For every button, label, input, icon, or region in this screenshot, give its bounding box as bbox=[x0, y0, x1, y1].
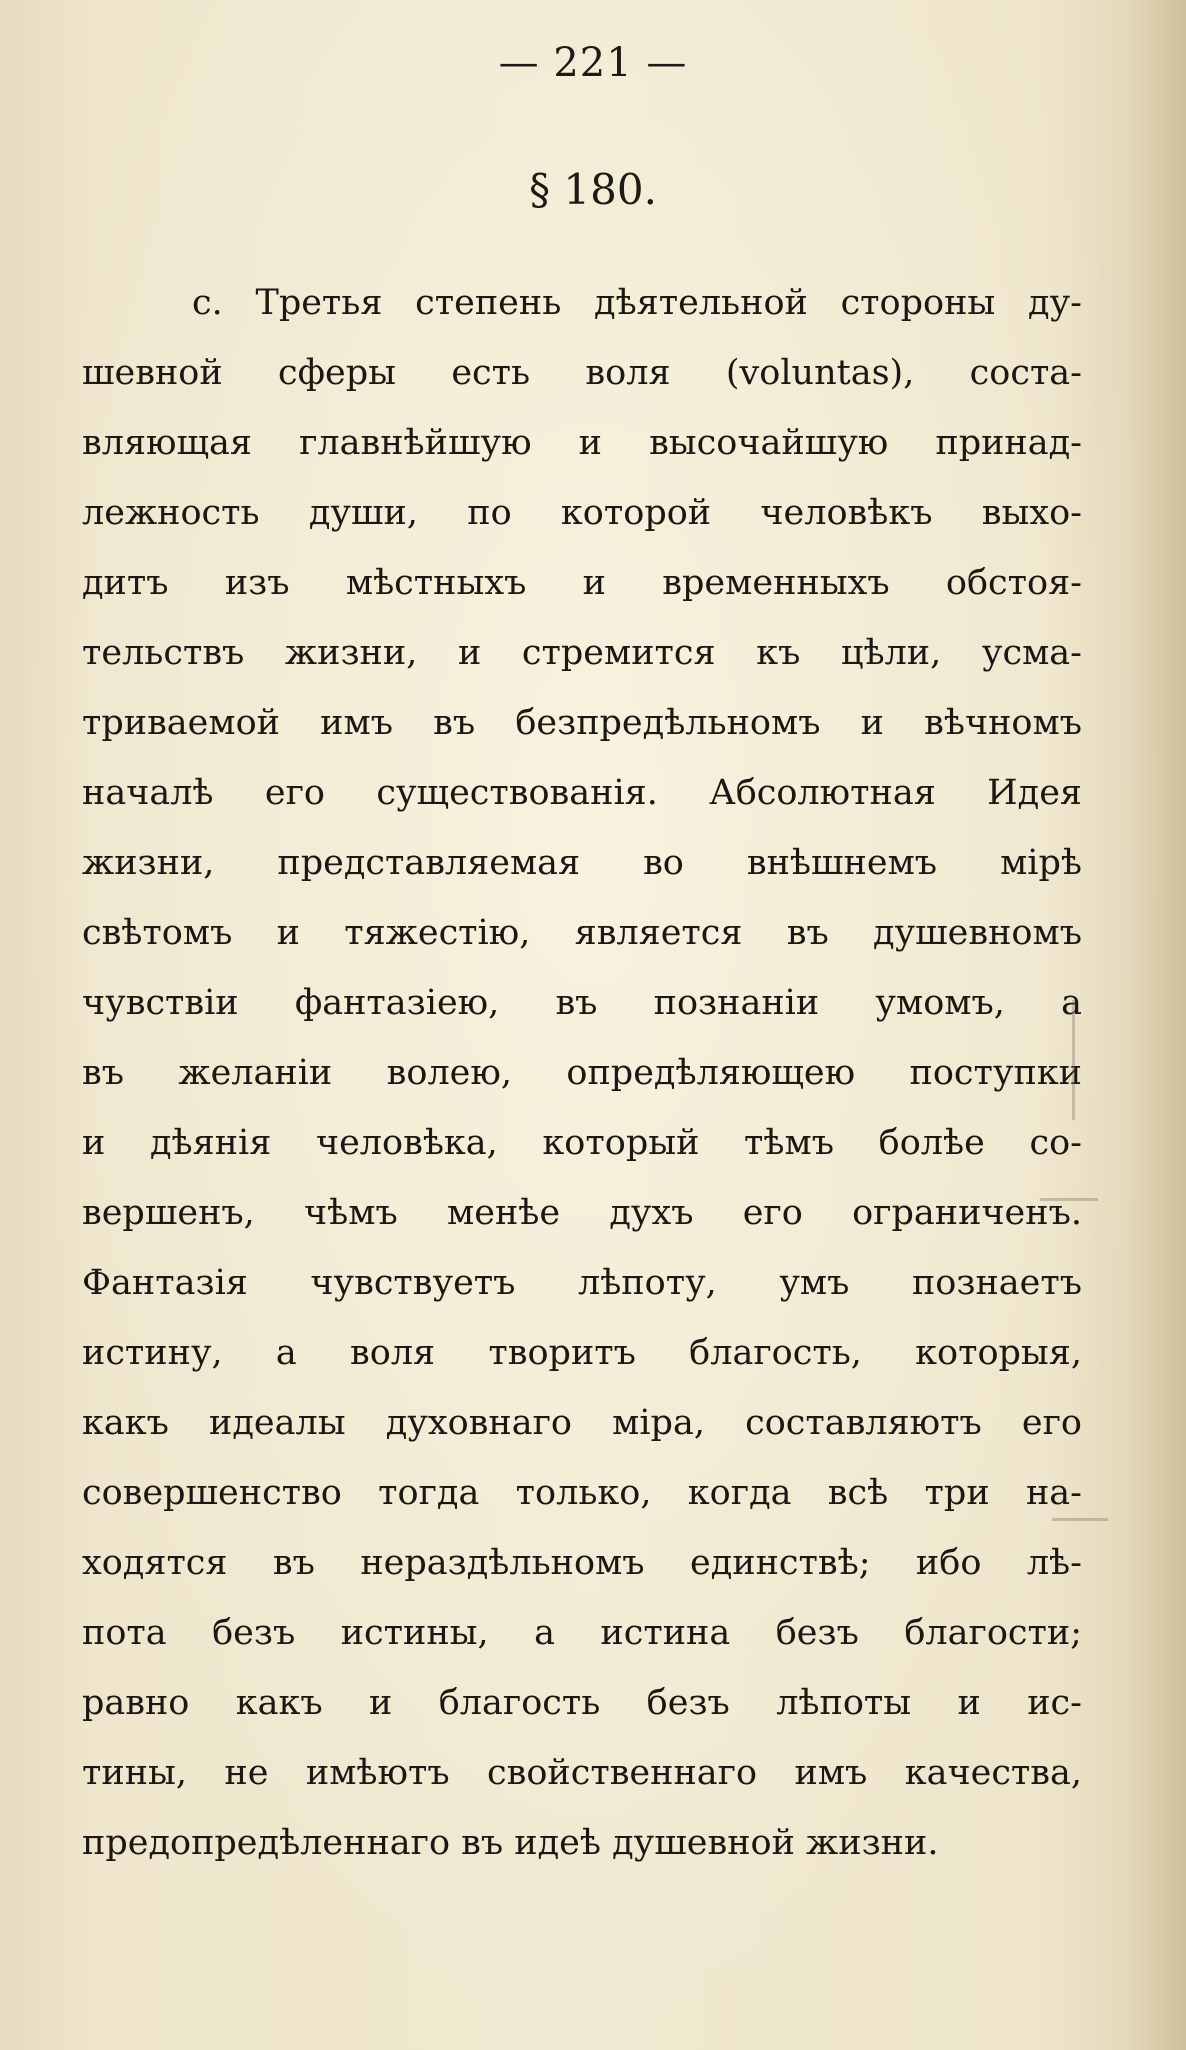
text-line: пота безъ истины, а истина безъ благости; bbox=[82, 1613, 1082, 1653]
text-line: лежность души, по которой человѣкъ выхо- bbox=[82, 493, 1082, 533]
text-line: c. Третья степень дѣятельной стороны ду- bbox=[192, 283, 1082, 323]
text-line: жизни, представляемая во внѣшнемъ мірѣ bbox=[82, 843, 1082, 883]
text-line: тельствъ жизни, и стремится къ цѣли, усма- bbox=[82, 633, 1082, 673]
text-line: дитъ изъ мѣстныхъ и временныхъ обстоя- bbox=[82, 563, 1082, 603]
text-line: свѣтомъ и тяжестію, является въ душевномъ bbox=[82, 913, 1082, 953]
text-line: чувствіи фантазіею, въ познаніи умомъ, а bbox=[82, 983, 1082, 1023]
text-line: и дѣянія человѣка, который тѣмъ болѣе со- bbox=[82, 1123, 1082, 1163]
text-line: предопредѣленнаго въ идеѣ душевной жизни. bbox=[82, 1823, 939, 1863]
text-line: вершенъ, чѣмъ менѣе духъ его ограниченъ. bbox=[82, 1193, 1082, 1233]
text-line: шевной сферы есть воля (voluntas), соста- bbox=[82, 353, 1082, 393]
text-line: какъ идеалы духовнаго міра, составляютъ его bbox=[82, 1403, 1082, 1443]
text-line: Фантазія чувствуетъ лѣпоту, умъ познаетъ bbox=[82, 1263, 1082, 1303]
text-line: тины, не имѣютъ свойственнаго имъ качества, bbox=[82, 1753, 1082, 1793]
margin-stray-mark bbox=[1040, 1198, 1098, 1201]
section-heading: § 180. bbox=[529, 165, 657, 214]
text-line: началѣ его существованія. Абсолютная Идея bbox=[82, 773, 1082, 813]
text-line: истину, а воля творитъ благость, которыя, bbox=[82, 1333, 1082, 1373]
text-line: въ желаніи волею, опредѣляющею поступки bbox=[82, 1053, 1082, 1093]
page-edge-shadow bbox=[1126, 0, 1186, 2050]
text-line: ходятся въ нераздѣльномъ единствѣ; ибо лѣ- bbox=[82, 1543, 1082, 1583]
margin-stray-mark bbox=[1052, 1518, 1108, 1521]
text-line: совершенство тогда только, когда всѣ три на- bbox=[82, 1473, 1082, 1513]
paragraph bbox=[82, 268, 1082, 1878]
text-line: вляющая главнѣйшую и высочайшую принад- bbox=[82, 423, 1082, 463]
text-line: триваемой имъ въ безпредѣльномъ и вѣчномъ bbox=[82, 703, 1082, 743]
margin-stray-mark bbox=[1072, 1000, 1075, 1120]
page-number: — 221 — bbox=[498, 40, 688, 86]
text-line: равно какъ и благость безъ лѣпоты и ис- bbox=[82, 1683, 1082, 1723]
